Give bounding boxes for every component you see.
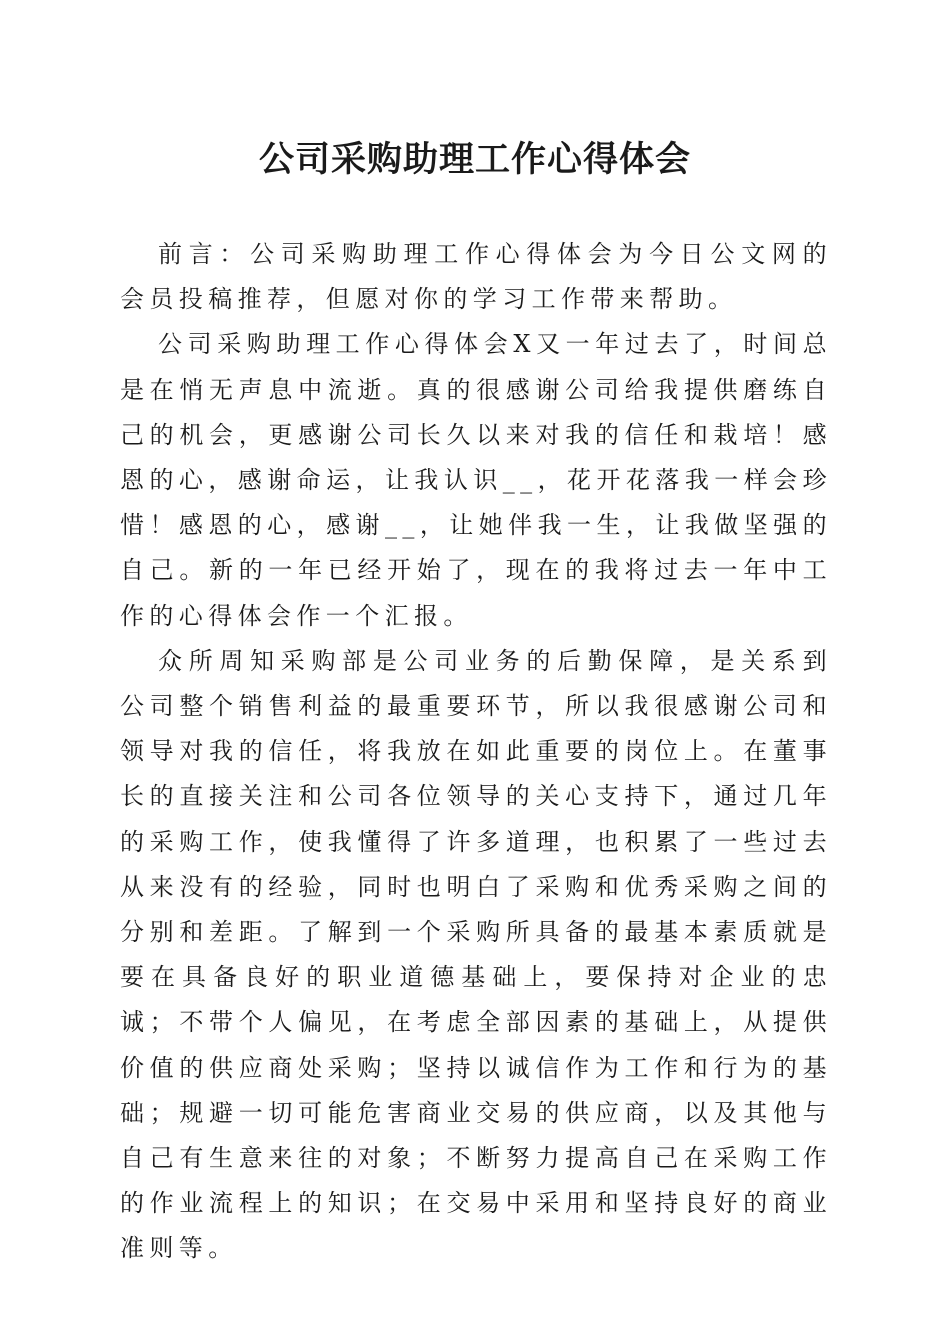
reflection-paragraph: 公司采购助理工作心得体会X又一年过去了，时间总是在悄无声息中流逝。真的很感谢公司给我提供磨练自己的机会，更感谢公司长久以来对我的信任和栽培！感恩的心，感谢命运，让我认识__，花开花落我一样会珍惜！感恩的心，感谢__，让她伴我一生，让我做坚强的自己。新的一年已经开始了，现在的我将过去一年中工作的心得体会作一个汇报。 <box>120 330 832 630</box>
document-body <box>120 232 832 1272</box>
document-title: 公司采购助理工作心得体会 <box>258 139 691 180</box>
procurement-paragraph: 众所周知采购部是公司业务的后勤保障，是关系到公司整个销售利益的最重要环节，所以我很感谢公司和领导对我的信任，将我放在如此重要的岗位上。在董事长的直接关注和公司各位领导的关心支持下，通过几年的采购工作，使我懂得了许多道理，也积累了一些过去从来没有的经验，同时也明白了采购和优秀采购之间的分别和差距。了解到一个采购所具备的最基本素质就是要在具备良好的职业道德基础上，要保持对企业的忠诚；不带个人偏见，在考虑全部因素的基础上，从提供价值的供应商处采购；坚持以诚信作为工作和行为的基础；规避一切可能危害商业交易的供应商，以及其他与自己有生意来往的对象；不断努力提高自己在采购工作的作业流程上的知识；在交易中采用和坚持良好的商业准则等。 <box>120 646 832 1263</box>
preface-paragraph: 前言：公司采购助理工作心得体会为今日公文网的会员投稿推荐，但愿对你的学习工作带来帮助。 <box>120 240 832 314</box>
